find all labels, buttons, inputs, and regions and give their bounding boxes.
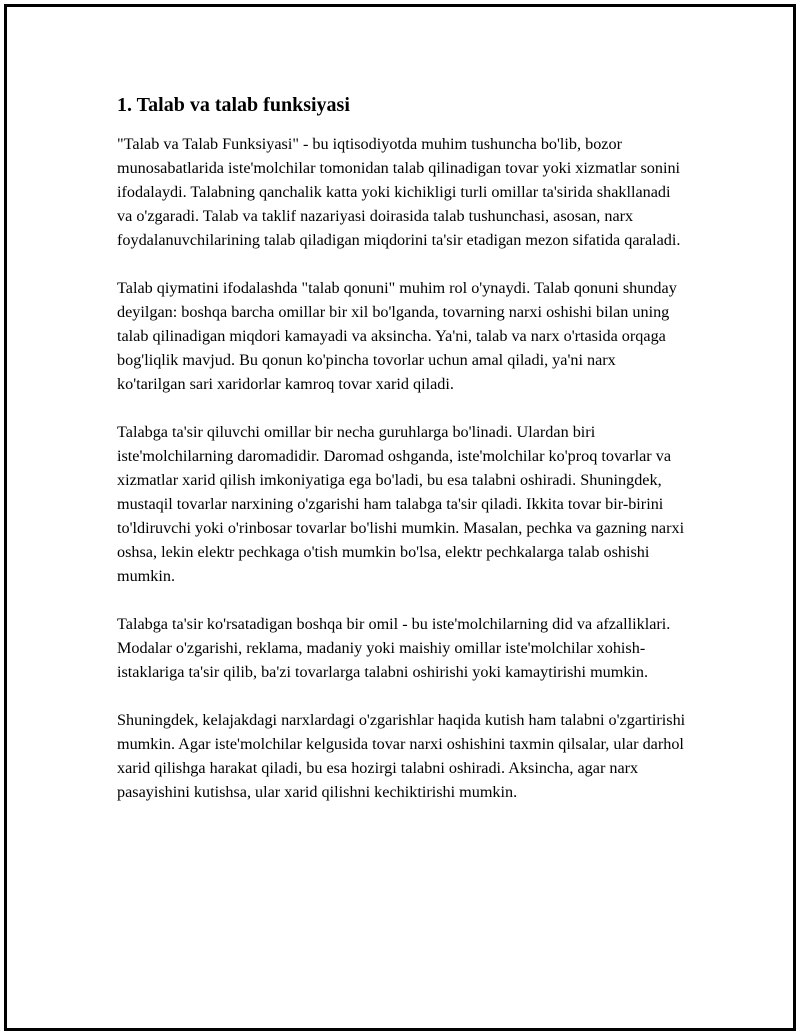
paragraph-3: Talabga ta'sir qiluvchi omillar bir necha guruhlarga bo'linadi. Ulardan biri iste'molchilarning daromadidir. Daromad oshganda, iste'molchilar ko'proq tovarlar va xizmatlar xarid qilish imkoniyatiga ega bo'ladi, bu esa talabni oshiradi. Shuningdek, mustaqil tovarlar narxining o'zgarishi ham talabga ta'sir qiladi. Ikkita tovar bir-birini to'ldiruvchi yoki o'rinbosar tovarlar bo'lishi mumkin. Masalan, pechka va gazning narxi oshsa, lekin elektr pechkaga o'tish mumkin bo'lsa, elektr pechkalarga talab oshishi mumkin. — [117, 423, 685, 585]
document-body — [117, 92, 687, 828]
paragraph-5: Shuningdek, kelajakdagi narxlardagi o'zgarishlar haqida kutish ham talabni o'zgartirishi mumkin. Agar iste'molchilar kelgusida tovar narxi oshishini taxmin qilsalar, ular darhol xarid qilishga harakat qiladi, bu esa hozirgi talabni oshiradi. Aksincha, agar narx pasayishini kutishsa, ular xarid qilishni kechiktirishi mumkin. — [117, 711, 686, 801]
section-title: 1. Talab va talab funksiyasi — [117, 94, 350, 116]
paragraph-2: Talab qiymatini ifodalashda "talab qonuni" muhim rol o'ynaydi. Talab qonuni shunday deyilgan: boshqa barcha omillar bir xil bo'lganda, tovarning narxi oshishi bilan uning talab qilinadigan miqdori kamayadi va aksincha. Ya'ni, talab va narx o'rtasida orqaga bog'liqlik mavjud. Bu qonun ko'pincha tovorlar uchun amal qiladi, ya'ni narx ko'tarilgan sari xaridorlar kamroq tovar xarid qiladi. — [117, 279, 677, 393]
paragraph-1: "Talab va Talab Funksiyasi" - bu iqtisodiyotda muhim tushuncha bo'lib, bozor munosabatlarida iste'molchilar tomonidan talab qilinadigan tovar yoki xizmatlar sonini ifodalaydi. Talabning qanchalik katta yoki kichikligi turli omillar ta'sirida shakllanadi va o'zgaradi. Talab va taklif nazariyasi doirasida talab tushunchasi, asosan, narx foydalanuvchilarining talab qiladigan miqdorini ta'sir etadigan mezon sifatida qaraladi. — [117, 135, 681, 249]
paragraph-4: Talabga ta'sir ko'rsatadigan boshqa bir omil - bu iste'molchilarning did va afzalliklari. Modalar o'zgarishi, reklama, madaniy yoki maishiy omillar iste'molchilar xohish-istaklariga ta'sir qilib, ba'zi tovarlarga talabni oshirishi yoki kamaytirishi mumkin. — [117, 615, 671, 681]
